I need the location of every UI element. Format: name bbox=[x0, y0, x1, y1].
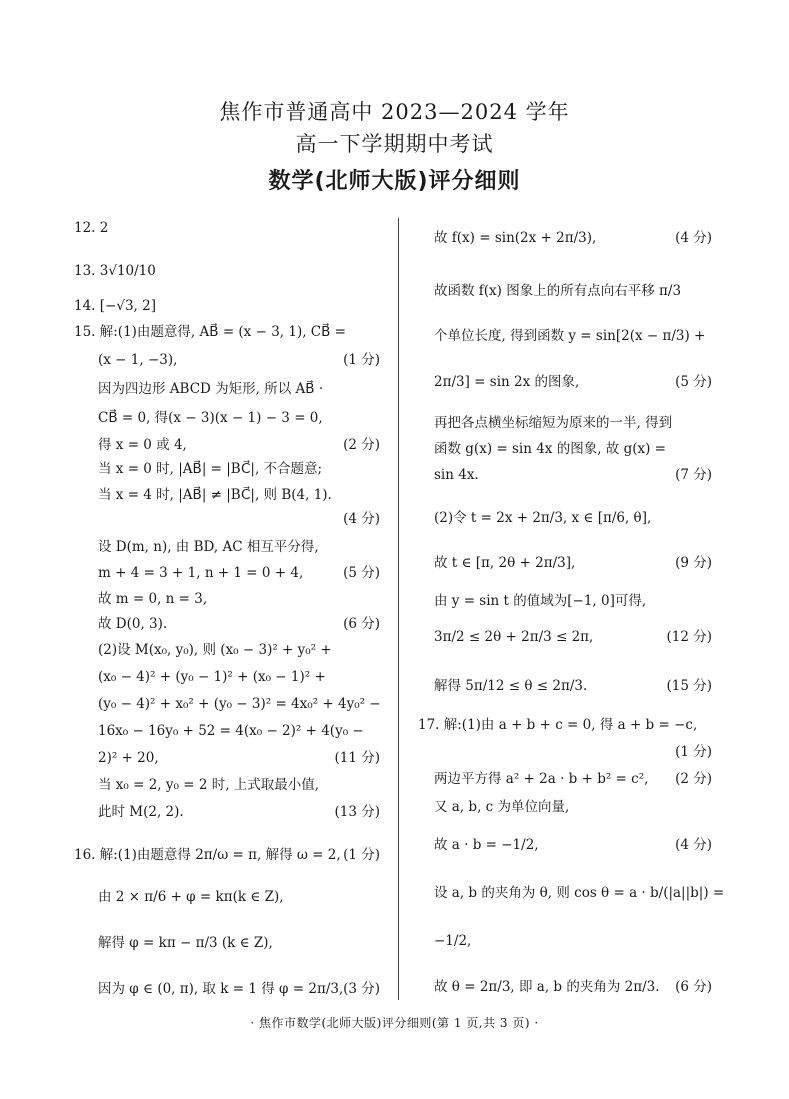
q16-line-3: 解得 φ = kπ − π/3 (k ∈ Z), bbox=[98, 935, 273, 951]
q15-line-9: m + 4 = 3 + 1, n + 1 = 0 + 4, bbox=[98, 565, 304, 581]
q16b-score-6: (15 分) bbox=[666, 678, 712, 694]
q17-line-7: 故 θ = 2π/3, 即 a, b 的夹角为 2π/3. bbox=[434, 979, 660, 995]
q15-score-4: (5 分) bbox=[343, 565, 380, 581]
q15-line-1: 15. 解:(1)由题意得, AB⃗ = (x − 3, 1), CB⃗ = bbox=[74, 324, 346, 340]
q16b-score-1: (4 分) bbox=[675, 230, 712, 246]
q15-line-7: 当 x = 4 时, |AB⃗| ≠ |BC⃗|, 则 B(4, 1). bbox=[98, 487, 332, 503]
q16b-score-2: (5 分) bbox=[675, 374, 712, 390]
q17-score-3: (4 分) bbox=[675, 837, 712, 853]
answer-14: 14. [−√3, 2] bbox=[74, 298, 156, 314]
answer-13: 13. 3√10/10 bbox=[74, 263, 156, 279]
q16-score-1: (1 分) bbox=[343, 847, 380, 863]
q15-score-5: (6 分) bbox=[343, 616, 380, 632]
q17-score-4: (6 分) bbox=[675, 979, 712, 995]
q17-line-3: 又 a, b, c 为单位向量, bbox=[434, 799, 570, 815]
q15-line-13: (x₀ − 4)² + (y₀ − 1)² + (x₀ − 1)² + bbox=[98, 669, 326, 685]
q16b-line-12: 解得 5π/12 ≤ θ ≤ 2π/3. bbox=[434, 678, 588, 694]
q16-line-2: 由 2 × π/6 + φ = kπ(k ∈ Z), bbox=[98, 889, 284, 905]
q17-score-2: (2 分) bbox=[675, 771, 712, 787]
q17-line-1: 17. 解:(1)由 a + b + c = 0, 得 a + b = −c, bbox=[418, 717, 698, 733]
q17-line-6: −1/2, bbox=[434, 933, 472, 949]
q16b-line-7: sin 4x. bbox=[434, 467, 479, 483]
q15-line-5: 得 x = 0 或 4, bbox=[98, 437, 187, 453]
q15-line-8: 设 D(m, n), 由 BD, AC 相互平分得, bbox=[98, 539, 319, 555]
q15-line-18: 此时 M(2, 2). bbox=[98, 804, 184, 820]
q15-line-3: 因为四边形 ABCD 为矩形, 所以 AB⃗ · bbox=[98, 381, 324, 397]
q17-score-1: (1 分) bbox=[675, 744, 712, 760]
q16b-line-2: 故函数 f(x) 图象上的所有点向右平移 π/3 bbox=[434, 283, 682, 299]
q15-score-3: (4 分) bbox=[343, 511, 380, 527]
q17-line-4: 故 a · b = −1/2, bbox=[434, 837, 539, 853]
page-footer: · 焦作市数学(北师大版)评分细则(第 1 页,共 3 页) · bbox=[250, 1016, 539, 1030]
q15-score-6: (11 分) bbox=[334, 750, 380, 766]
q15-score-2: (2 分) bbox=[343, 437, 380, 453]
q15-line-4: CB⃗ = 0, 得(x − 3)(x − 1) − 3 = 0, bbox=[98, 410, 323, 426]
q16b-score-5: (12 分) bbox=[666, 629, 712, 645]
q16b-line-3: 个单位长度, 得到函数 y = sin[2(x − π/3) + bbox=[434, 328, 706, 344]
answer-12: 12. 2 bbox=[74, 220, 109, 236]
q16b-line-4: 2π/3] = sin 2x 的图象, bbox=[434, 374, 580, 390]
q15-score-1: (1 分) bbox=[343, 352, 380, 368]
q16b-line-6: 函数 g(x) = sin 4x 的图象, 故 g(x) = bbox=[434, 441, 666, 457]
q16b-line-5: 再把各点横坐标缩短为原来的一半, 得到 bbox=[434, 415, 673, 431]
q15-line-11: 故 D(0, 3). bbox=[98, 616, 168, 632]
q16-score-2: (3 分) bbox=[343, 981, 380, 997]
q17-line-2: 两边平方得 a² + 2a · b + b² = c², bbox=[434, 771, 649, 787]
q15-line-14: (y₀ − 4)² + x₀² + (y₀ − 3)² = 4x₀² + 4y₀² − bbox=[98, 696, 381, 712]
q16b-score-4: (9 分) bbox=[675, 555, 712, 571]
column-divider bbox=[398, 218, 399, 1000]
q16b-line-9: 故 t ∈ [π, 2θ + 2π/3], bbox=[434, 555, 576, 571]
title-line-2: 高一下学期期中考试 bbox=[295, 132, 494, 156]
q15-line-17: 当 x₀ = 2, y₀ = 2 时, 上式取最小值, bbox=[98, 777, 320, 793]
q16b-line-10: 由 y = sin t 的值域为[−1, 0]可得, bbox=[434, 593, 647, 609]
q16b-score-3: (7 分) bbox=[675, 467, 712, 483]
q15-line-6: 当 x = 0 时, |AB⃗| = |BC⃗|, 不合题意; bbox=[98, 461, 323, 477]
q16b-line-11: 3π/2 ≤ 2θ + 2π/3 ≤ 2π, bbox=[434, 629, 594, 645]
title-line-3: 数学(北师大版)评分细则 bbox=[268, 169, 521, 194]
q15-score-7: (13 分) bbox=[334, 804, 380, 820]
q16-line-1: 16. 解:(1)由题意得 2π/ω = π, 解得 ω = 2, bbox=[74, 847, 341, 863]
q15-line-12: (2)设 M(x₀, y₀), 则 (x₀ − 3)² + y₀² + bbox=[98, 642, 332, 658]
q15-line-10: 故 m = 0, n = 3, bbox=[98, 591, 208, 607]
q15-line-16: 2)² + 20, bbox=[98, 750, 159, 766]
q16-line-4: 因为 φ ∈ (0, π), 取 k = 1 得 φ = 2π/3, bbox=[98, 981, 344, 997]
title-line-1: 焦作市普通高中 2023—2024 学年 bbox=[219, 100, 570, 124]
q16b-line-1: 故 f(x) = sin(2x + 2π/3), bbox=[434, 230, 597, 246]
q17-line-5: 设 a, b 的夹角为 θ, 则 cos θ = a · b/(|a||b|) = bbox=[434, 885, 725, 901]
q16b-line-8: (2)令 t = 2x + 2π/3, x ∈ [π/6, θ], bbox=[434, 510, 652, 526]
q15-line-15: 16x₀ − 16y₀ + 52 = 4(x₀ − 2)² + 4(y₀ − bbox=[98, 723, 364, 739]
q15-line-2: (x − 1, −3), bbox=[98, 352, 178, 368]
